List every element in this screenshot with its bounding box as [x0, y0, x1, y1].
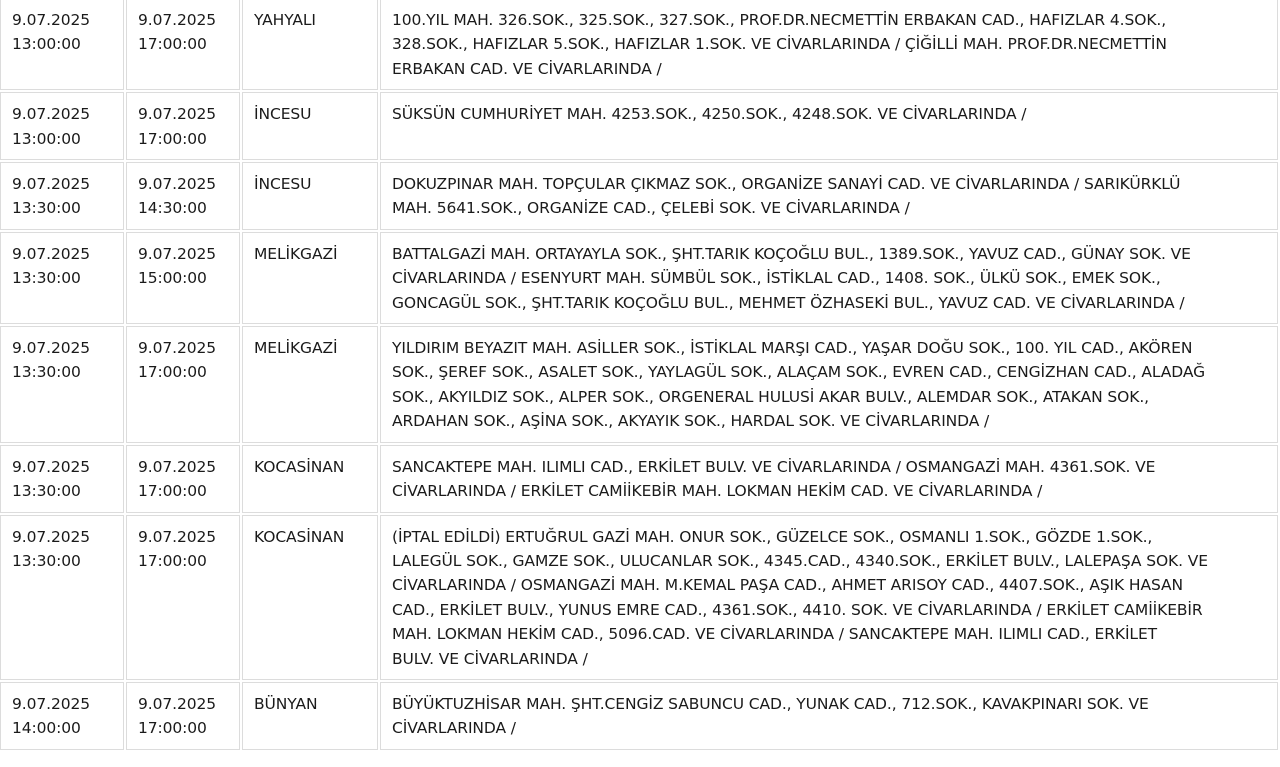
affected-area-line: MAH. 5641.SOK., ORGANİZE CAD., ÇELEBİ SOK. VE CİVARLARINDA /: [392, 199, 910, 218]
start-cell: [0, 0, 124, 90]
district-name: YAHYALI: [254, 11, 316, 29]
affected-area-line: SOK., ŞEREF SOK., ASALET SOK., YAYLAGÜL SOK., ALAÇAM SOK., EVREN CAD., CENGİZHAN CAD., ALADAĞ: [392, 363, 1206, 382]
end-date: 9.07.2025: [138, 175, 216, 194]
affected-area-line: GONCAGÜL SOK., ŞHT.TARIK KOÇOĞLU BUL., MEHMET ÖZHASEKİ BUL., YAVUZ CAD. VE CİVARLARINDA /: [392, 293, 1185, 312]
affected-area-line: BATTALGAZİ MAH. ORTAYAYLA SOK., ŞHT.TARIK KOÇOĞLU BUL., 1389.SOK., YAVUZ CAD., GÜNAY SOK. VE: [392, 244, 1191, 263]
affected-area-cell: [380, 515, 1278, 680]
start-date: 9.07.2025: [12, 694, 90, 713]
affected-area-line: BÜYÜKTUZHİSAR MAH. ŞHT.CENGİZ SABUNCU CAD., YUNAK CAD., 712.SOK., KAVAKPINARI SOK. VE: [392, 694, 1149, 713]
start-date: 9.07.2025: [12, 244, 90, 263]
district-name: İNCESU: [254, 175, 312, 194]
district-cell: [242, 162, 378, 230]
table-row: [0, 326, 1278, 443]
start-time: 13:30:00: [12, 482, 81, 501]
end-cell: [126, 92, 240, 160]
affected-area-line: SÜKSÜN CUMHURİYET MAH. 4253.SOK., 4250.SOK., 4248.SOK. VE CİVARLARINDA /: [392, 105, 1027, 124]
affected-area-cell: [380, 232, 1278, 324]
start-time: 13:30:00: [12, 199, 81, 218]
affected-area-cell: [380, 92, 1278, 160]
table-row: [0, 0, 1278, 90]
start-date: 9.07.2025: [12, 457, 90, 476]
affected-area-line: CİVARLARINDA /: [392, 719, 516, 738]
affected-area-line: CAD., ERKİLET BULV., YUNUS EMRE CAD., 4361.SOK., 4410. SOK. VE CİVARLARINDA / ERKİLET CAMİİKEBİR: [392, 600, 1203, 619]
affected-area-cell: [380, 682, 1278, 750]
end-time: 17:00:00: [138, 363, 207, 382]
start-cell: [0, 232, 124, 324]
end-date: 9.07.2025: [138, 105, 216, 124]
end-time: 17:00:00: [138, 719, 207, 738]
affected-area-line: CİVARLARINDA / ERKİLET CAMİİKEBİR MAH. LOKMAN HEKİM CAD. VE CİVARLARINDA /: [392, 482, 1043, 501]
start-cell: [0, 92, 124, 160]
start-date: 9.07.2025: [12, 11, 90, 29]
table-row: [0, 445, 1278, 513]
affected-area-line: DOKUZPINAR MAH. TOPÇULAR ÇIKMAZ SOK., ORGANİZE SANAYİ CAD. VE CİVARLARINDA / SARIKÜRKLÜ: [392, 175, 1181, 194]
affected-area-line: 100.YIL MAH. 326.SOK., 325.SOK., 327.SOK., PROF.DR.NECMETTİN ERBAKAN CAD., HAFIZLAR 4.SOK.,: [392, 11, 1167, 29]
end-time: 15:00:00: [138, 269, 207, 288]
table-row: [0, 232, 1278, 324]
district-cell: [242, 92, 378, 160]
start-cell: [0, 682, 124, 750]
affected-area-line: CİVARLARINDA / ESENYURT MAH. SÜMBÜL SOK., İSTİKLAL CAD., 1408. SOK., ÜLKÜ SOK., EMEK SOK.,: [392, 269, 1161, 288]
table-row: [0, 682, 1278, 750]
district-cell: [242, 445, 378, 513]
end-date: 9.07.2025: [138, 244, 216, 263]
end-time: 17:00:00: [138, 551, 207, 570]
start-cell: [0, 326, 124, 443]
end-date: 9.07.2025: [138, 339, 216, 358]
district-cell: [242, 326, 378, 443]
affected-area-line: BULV. VE CİVARLARINDA /: [392, 649, 588, 668]
start-cell: [0, 515, 124, 680]
end-date: 9.07.2025: [138, 457, 216, 476]
end-time: 17:00:00: [138, 129, 207, 148]
affected-area-line: ERBAKAN CAD. VE CİVARLARINDA /: [392, 59, 662, 78]
district-cell: [242, 682, 378, 750]
affected-area-line: SANCAKTEPE MAH. ILIMLI CAD., ERKİLET BULV. VE CİVARLARINDA / OSMANGAZİ MAH. 4361.SOK. VE: [392, 457, 1156, 476]
affected-area-cell: [380, 0, 1278, 90]
affected-area-line: ARDAHAN SOK., AŞİNA SOK., AKYAYIK SOK., HARDAL SOK. VE CİVARLARINDA /: [392, 412, 990, 431]
end-cell: [126, 682, 240, 750]
affected-area-line: SOK., AKYILDIZ SOK., ALPER SOK., ORGENERAL HULUSİ AKAR BULV., ALEMDAR SOK., ATAKAN SOK.,: [392, 387, 1149, 406]
end-cell: [126, 326, 240, 443]
affected-area-cell: [380, 162, 1278, 230]
district-name: İNCESU: [254, 105, 312, 124]
end-cell: [126, 445, 240, 513]
district-cell: [242, 0, 378, 90]
end-cell: [126, 0, 240, 90]
start-cell: [0, 445, 124, 513]
affected-area-line: (İPTAL EDİLDİ) ERTUĞRUL GAZİ MAH. ONUR SOK., GÜZELCE SOK., OSMANLI 1.SOK., GÖZDE 1.SOK.,: [392, 527, 1153, 546]
affected-area-line: LALEGÜL SOK., GAMZE SOK., ULUCANLAR SOK., 4345.CAD., 4340.SOK., ERKİLET BULV., LALEPAŞA SOK. VE: [392, 551, 1208, 570]
start-date: 9.07.2025: [12, 105, 90, 124]
end-date: 9.07.2025: [138, 11, 216, 29]
affected-area-line: 328.SOK., HAFIZLAR 5.SOK., HAFIZLAR 1.SOK. VE CİVARLARINDA / ÇİĞİLLİ MAH. PROF.DR.NECMETTİN: [392, 35, 1167, 54]
affected-area-cell: [380, 326, 1278, 443]
end-cell: [126, 232, 240, 324]
district-name: MELİKGAZİ: [254, 339, 338, 358]
end-cell: [126, 515, 240, 680]
district-name: MELİKGAZİ: [254, 244, 338, 263]
end-time: 14:30:00: [138, 199, 207, 218]
district-name: BÜNYAN: [254, 694, 318, 713]
start-time: 13:30:00: [12, 363, 81, 382]
start-time: 13:00:00: [12, 129, 81, 148]
start-time: 13:30:00: [12, 551, 81, 570]
start-time: 13:00:00: [12, 35, 81, 54]
end-time: 17:00:00: [138, 482, 207, 501]
start-date: 9.07.2025: [12, 527, 90, 546]
start-time: 13:30:00: [12, 269, 81, 288]
end-cell: [126, 162, 240, 230]
affected-area-line: CİVARLARINDA / OSMANGAZİ MAH. M.KEMAL PAŞA CAD., AHMET ARISOY CAD., 4407.SOK., AŞIK HASAN: [392, 576, 1184, 595]
end-date: 9.07.2025: [138, 527, 216, 546]
table-row: [0, 515, 1278, 680]
start-time: 14:00:00: [12, 719, 81, 738]
district-cell: [242, 232, 378, 324]
start-date: 9.07.2025: [12, 175, 90, 194]
affected-area-line: MAH. LOKMAN HEKİM CAD., 5096.CAD. VE CİVARLARINDA / SANCAKTEPE MAH. ILIMLI CAD., ERKİLET: [392, 625, 1158, 644]
start-date: 9.07.2025: [12, 339, 90, 358]
affected-area-line: YILDIRIM BEYAZIT MAH. ASİLLER SOK., İSTİKLAL MARŞI CAD., YAŞAR DOĞU SOK., 100. YIL CAD., AKÖREN: [392, 339, 1193, 358]
district-name: KOCASİNAN: [254, 527, 345, 546]
start-cell: [0, 162, 124, 230]
table-row: [0, 92, 1278, 160]
district-cell: [242, 515, 378, 680]
table-row: [0, 162, 1278, 230]
district-name: KOCASİNAN: [254, 457, 345, 476]
end-date: 9.07.2025: [138, 694, 216, 713]
affected-area-cell: [380, 445, 1278, 513]
end-time: 17:00:00: [138, 35, 207, 54]
